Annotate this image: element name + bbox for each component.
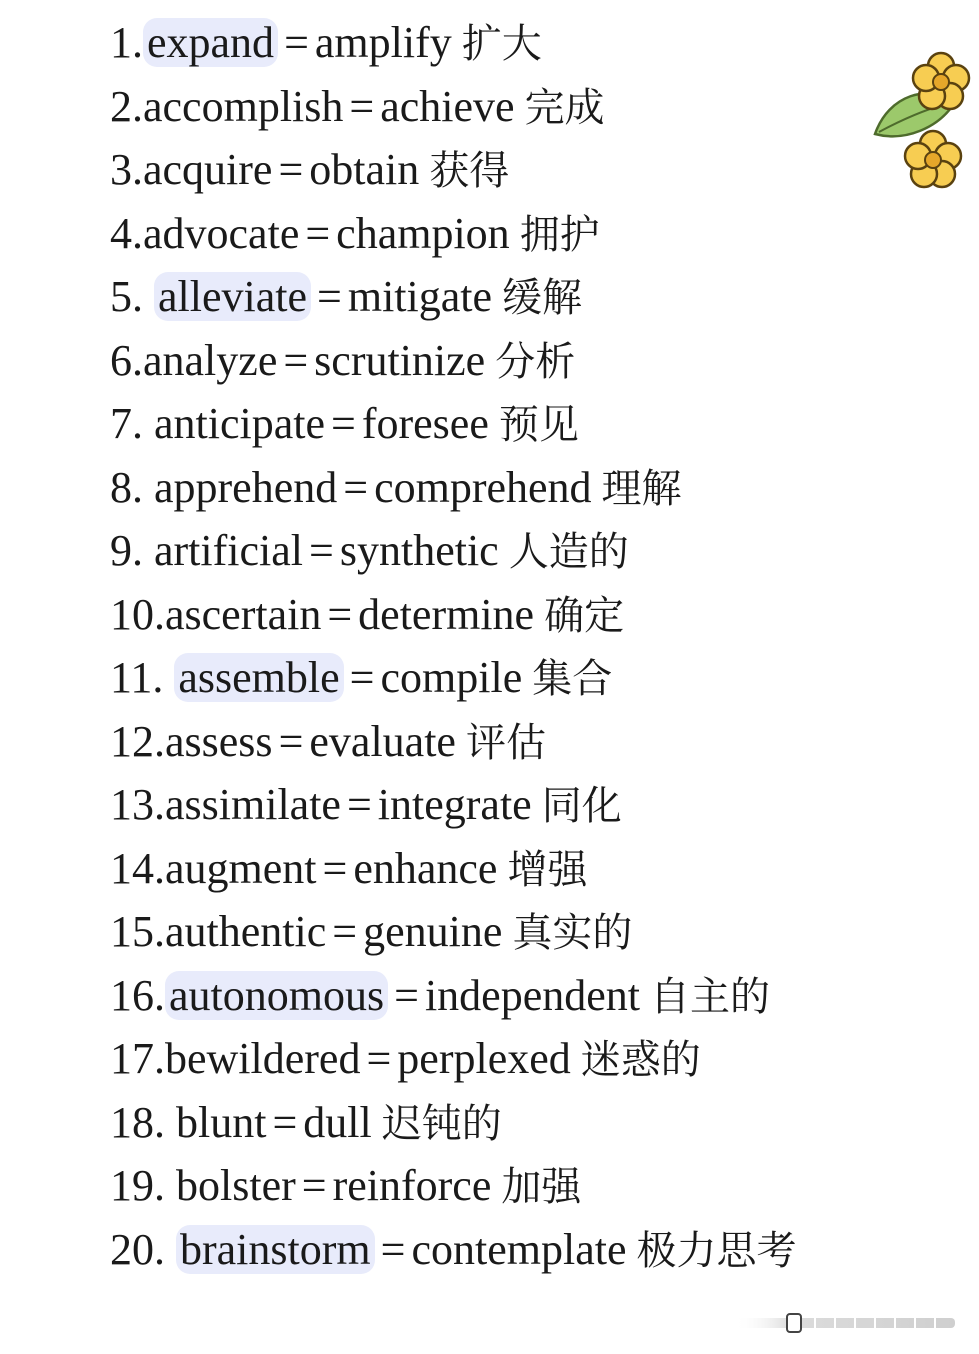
english-word: analyze (143, 335, 278, 385)
vocab-row (110, 205, 970, 269)
equals-sign: = (309, 526, 334, 575)
vocab-row (110, 395, 970, 459)
item-number: 2. (110, 81, 143, 131)
chinese-meaning: 预见 (498, 402, 579, 448)
vocab-row (110, 1094, 970, 1158)
item-number: 12. (110, 716, 165, 766)
synonym: genuine (363, 907, 503, 956)
equals-sign: = (343, 462, 369, 512)
item-number: 10. (110, 589, 165, 639)
english-word: augment (165, 843, 317, 893)
chinese-meaning: 同化 (541, 783, 622, 829)
item-number: 13. (110, 780, 165, 829)
equals-sign: = (346, 780, 372, 829)
synonym: mitigate (347, 272, 493, 321)
synonym: integrate (377, 780, 532, 829)
chinese-meaning: 分析 (495, 338, 576, 385)
synonym: scrutinize (314, 335, 486, 385)
synonym: comprehend (374, 462, 592, 512)
synonym: amplify (314, 18, 452, 67)
chinese-meaning: 自主的 (649, 973, 770, 1020)
item-number: 17. (110, 1034, 165, 1083)
equals-sign: = (327, 589, 353, 639)
item-number: 19. (110, 1161, 176, 1210)
synonym: perplexed (397, 1034, 571, 1083)
english-word: authentic (165, 907, 327, 956)
english-word: apprehend (154, 462, 338, 512)
chinese-meaning: 迷惑的 (580, 1037, 701, 1083)
flower-blossom (905, 131, 961, 187)
chinese-meaning: 迟钝的 (381, 1100, 502, 1147)
chinese-meaning: 完成 (524, 84, 605, 131)
vocab-row (110, 649, 970, 713)
synonym: reinforce (332, 1161, 492, 1210)
english-word: accomplish (143, 81, 344, 131)
vocab-row (110, 586, 970, 650)
chinese-meaning: 增强 (507, 846, 588, 893)
osmanthus-flower-icon (869, 42, 979, 192)
item-number: 1. (110, 18, 143, 67)
english-word: bewildered (165, 1034, 361, 1083)
synonym: contemplate (411, 1224, 627, 1274)
synonym: foresee (361, 399, 489, 448)
item-number: 3. (110, 145, 143, 194)
equals-sign: = (322, 843, 348, 893)
synonym: achieve (380, 81, 515, 131)
item-number: 9. (110, 526, 154, 575)
english-word: assess (165, 716, 273, 766)
english-word: assemble (174, 653, 343, 702)
equals-sign: = (278, 145, 304, 194)
english-word: blunt (176, 1097, 267, 1147)
item-number: 5. (110, 272, 154, 321)
chinese-meaning: 评估 (465, 719, 546, 766)
chinese-meaning: 确定 (544, 592, 625, 639)
vocab-row (110, 713, 970, 777)
equals-sign: = (380, 1224, 406, 1274)
equals-sign: = (332, 907, 358, 956)
vocab-row (110, 1221, 970, 1285)
scroll-indicator[interactable] (735, 1312, 955, 1334)
item-number: 6. (110, 335, 143, 385)
item-number: 14. (110, 843, 165, 893)
synonym: enhance (353, 843, 498, 893)
item-number: 11. (110, 653, 175, 702)
english-word: brainstorm (176, 1225, 375, 1274)
vocab-row (110, 332, 970, 396)
english-word: alleviate (154, 272, 311, 321)
vocab-row (110, 967, 970, 1031)
vocab-row (110, 141, 970, 205)
chinese-meaning: 集合 (532, 656, 613, 702)
equals-sign: = (272, 1097, 298, 1147)
chinese-meaning: 理解 (601, 465, 682, 512)
equals-sign: = (305, 208, 331, 258)
chinese-meaning: 加强 (501, 1164, 582, 1210)
english-word: artificial (154, 526, 304, 575)
equals-sign: = (394, 970, 419, 1020)
chinese-meaning: 拥护 (519, 211, 600, 258)
synonym: determine (358, 589, 535, 639)
item-number: 7. (110, 399, 154, 448)
english-word: assimilate (165, 780, 341, 829)
synonym: independent (424, 970, 640, 1020)
synonym: dull (303, 1097, 372, 1147)
item-number: 15. (110, 907, 165, 956)
equals-sign: = (283, 335, 309, 385)
synonym: synthetic (339, 526, 499, 575)
english-word: advocate (143, 208, 300, 258)
synonym: evaluate (309, 716, 456, 766)
chinese-meaning: 真实的 (512, 910, 633, 956)
vocab-row (110, 903, 970, 967)
english-word: bolster (176, 1161, 296, 1210)
vocab-row (110, 268, 970, 332)
vocab-row (110, 1030, 970, 1094)
english-word: expand (143, 18, 278, 67)
chinese-meaning: 缓解 (502, 275, 583, 321)
vocab-row (110, 776, 970, 840)
equals-sign: = (349, 653, 375, 702)
equals-sign: = (317, 272, 342, 321)
english-word: autonomous (165, 971, 388, 1020)
item-number: 18. (110, 1097, 176, 1147)
equals-sign: = (331, 399, 356, 448)
equals-sign: = (301, 1161, 327, 1210)
equals-sign: = (278, 716, 304, 766)
vocab-row (110, 840, 970, 904)
english-word: ascertain (165, 589, 322, 639)
english-word: acquire (143, 145, 273, 194)
chinese-meaning: 极力思考 (636, 1227, 797, 1274)
chinese-meaning: 获得 (429, 148, 510, 194)
chinese-meaning: 人造的 (508, 529, 629, 575)
vocab-row (110, 522, 970, 586)
item-number: 20. (110, 1224, 176, 1274)
synonym: obtain (309, 145, 420, 194)
vocab-row (110, 459, 970, 523)
english-word: anticipate (154, 399, 326, 448)
vocab-row (110, 1157, 970, 1221)
vocab-list (110, 14, 970, 1284)
flower-blossom (913, 53, 969, 109)
item-number: 4. (110, 208, 143, 258)
equals-sign: = (366, 1034, 392, 1083)
item-number: 16. (110, 970, 165, 1020)
synonym: compile (380, 653, 523, 702)
equals-sign: = (284, 18, 309, 67)
item-number: 8. (110, 462, 154, 512)
vocab-row (110, 14, 970, 78)
chinese-meaning: 扩大 (461, 21, 542, 67)
synonym: champion (336, 208, 510, 258)
vocab-row (110, 78, 970, 142)
equals-sign: = (349, 81, 375, 131)
